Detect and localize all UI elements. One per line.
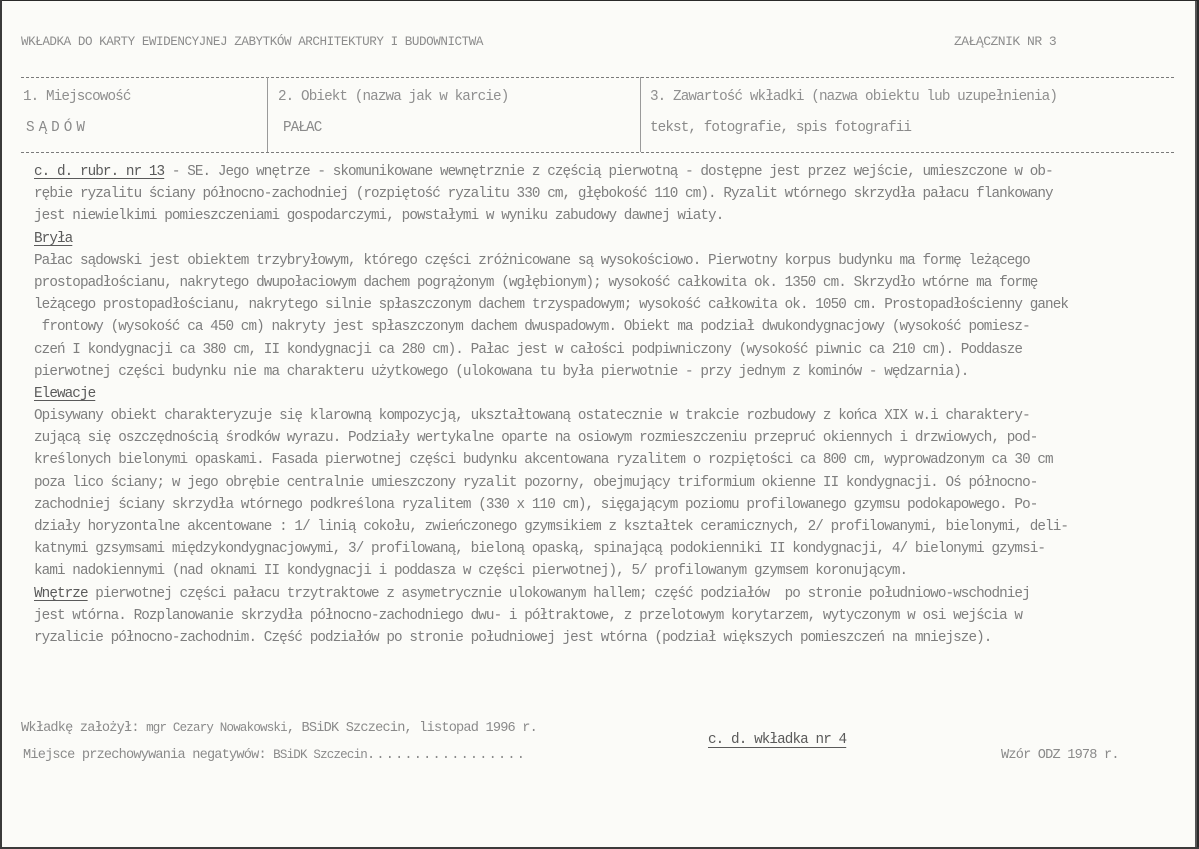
record-card-sheet xyxy=(2,1,1197,847)
section-heading-bryla xyxy=(34,228,1179,250)
negatives-value: BSiDK Szczecin xyxy=(273,748,367,762)
body-line: zachodniej ściany skrzydła wtórnego podkreślona ryzalitem (330 x 110 cm), sięgającym poziomu profilowanego gzymsu podokapowego. Po- xyxy=(34,496,1038,513)
body-line: działy horyzontalne akcentowane : 1/ linią cokołu, zwieńczonego gzymsikiem z kształtek ceramicznych, 2/ profilowanymi, bielonymi, deli- xyxy=(34,519,1069,535)
body-line: pierwotnej części budynku nie ma charakteru użytkowego (ulokowana tu była pierwotnie - przy jednym z kominów - wędzarnia). xyxy=(34,363,969,380)
document-title: WKŁADKA DO KARTY EWIDENCYJNEJ ZABYTKÓW ARCHITEKTURY I BUDOWNICTWA xyxy=(21,35,483,49)
body-text: pierwotnej części pałacu trzytraktowe z asymetrycznie ulokowanym hallem; część podziałów po stronie południowo-wschodniej xyxy=(87,585,1030,602)
body-line: Pałac sądowski jest obiektem trzybryłowym, którego części zróżnicowane są wysokościowo. Pierwotny korpus budynku ma formę leżącego xyxy=(34,252,1030,269)
author-suffix: , BSiDK Szczecin, listopad 1996 r. xyxy=(286,721,537,736)
section-heading-text: Bryła xyxy=(34,230,73,247)
continuation-reference: c. d. rubr. nr 13 xyxy=(34,164,165,180)
continuation-insert-reference: c. d. wkładka nr 4 xyxy=(708,732,847,748)
body-line: katnymi gzsymsami międzykondygnacjowymi, 3/ profilowaną, bieloną opaską, spinającą podokienniki II kondygnacji, 4/ bielonymi gzymsi- xyxy=(34,541,1046,558)
negatives-label: Miejsce przechowywania negatywów: xyxy=(23,748,266,763)
body-line: czeń I kondygnacji ca 380 cm, II kondygnacji ca 280 cm). Pałac jest w całości podpiwniczony (wysokość piwnic ca 210 cm). Poddasze xyxy=(34,341,1023,358)
author-value: mgr Cezary Nowakowski xyxy=(146,721,287,735)
attachment-number: ZAŁĄCZNIK NR 3 xyxy=(954,34,1057,49)
description-body xyxy=(34,161,1179,649)
section-heading-text: Elewacje xyxy=(34,385,96,402)
section-heading-wnetrze: Wnętrze xyxy=(34,585,88,602)
object-value: PAŁAC xyxy=(283,120,322,136)
form-column-divider-1 xyxy=(267,77,268,152)
insert-contents-value: tekst, fotografie, spis fotografii xyxy=(650,120,912,136)
dotted-leader: ................. xyxy=(367,748,527,763)
body-line: kreślonych bielonymi opaskami. Fasada pierwotnej części budynku akcentowana ryzalitem o rozpiętości ca 800 cm, wyprowadzonym ca 30 cm xyxy=(34,452,1053,469)
section-heading-elewacje xyxy=(34,383,1179,405)
object-label: 2. Obiekt (nazwa jak w karcie) xyxy=(278,89,509,105)
form-column-divider-2 xyxy=(640,77,641,152)
insert-contents-label: 3. Zawartość wkładki (nazwa obiektu lub uzupełnienia) xyxy=(650,89,1058,105)
body-line xyxy=(34,161,1179,183)
body-line: ryzalicie północno-zachodnim. Część podziałów po stronie południowej jest wtórna (podział większych pomieszczeń na mniejsze). xyxy=(34,629,992,646)
negatives-location-line xyxy=(23,748,526,763)
body-line: jest wtórna. Rozplanowanie skrzydła północno-zachodniego dwu- i półtraktowe, z przelotowym korytarzem, wytyczonym w osi wejścia w xyxy=(34,607,1023,624)
body-line: leżącego prostopadłościanu, nakrytego silnie spłaszczonym dachem trzyspadowym; wysokość całkowita ok. 1050 cm. Prostopadłościenny ganek xyxy=(34,297,1069,314)
author-label: Wkładkę założył: xyxy=(21,721,139,736)
body-line xyxy=(34,583,1179,605)
locality-value: SĄDÓW xyxy=(26,120,89,136)
body-line: rębie ryzalitu ściany północno-zachodniej (rozpiętość ryzalitu 330 cm, głębokość 110 cm). Ryzalit wtórnego skrzydła pałacu flankowany xyxy=(34,186,1053,203)
body-line: kami nadokiennymi (nad oknami II kondygnacji i poddasza w części pierwotnej), 5/ profilowanym gzymsem koronującym. xyxy=(34,563,908,580)
body-line: poza lico ściany; w jego obrębie centralnie umieszczony ryzalit pozorny, obejmujący triformium okienne II kondygnacji. Oś północno- xyxy=(34,474,1038,491)
body-line: zującą się oszczędnością środków wyrazu. Podziały wertykalne oparte na osiowym rozmieszczeniu przepruć okiennych i drzwiowych, pod- xyxy=(34,430,1038,447)
form-bottom-rule xyxy=(21,152,1174,153)
form-template-version: Wzór ODZ 1978 r. xyxy=(1001,748,1119,763)
author-line xyxy=(21,721,537,736)
body-line: frontowy (wysokość ca 450 cm) nakryty jest spłaszczonym dachem dwuspadowym. Obiekt ma podział dwukondygnacjowy (wysokość pomiesz- xyxy=(34,319,1030,336)
body-text: - SE. Jego wnętrze - skomunikowane wewnętrznie z częścią pierwotną - dostępne jest przez wejście, umieszczone w ob- xyxy=(164,164,1053,180)
form-top-rule xyxy=(21,77,1174,78)
body-line: Opisywany obiekt charakteryzuje się klarowną kompozycją, ukształtowaną ostatecznie w trakcie rozbudowy z końca XIX w.i charaktery- xyxy=(34,408,1030,425)
locality-label: 1. Miejscowość xyxy=(23,89,131,105)
body-line: prostopadłościanu, nakrytego dwupołaciowym dachem pogrążonym (wgłębionym); wysokość całkowita ok. 1350 cm. Skrzydło wtórne ma formę xyxy=(34,274,1038,291)
body-line: jest niewielkimi pomieszczeniami gospodarczymi, powstałymi w wyniku zabudowy dawnej wiaty. xyxy=(34,208,724,225)
